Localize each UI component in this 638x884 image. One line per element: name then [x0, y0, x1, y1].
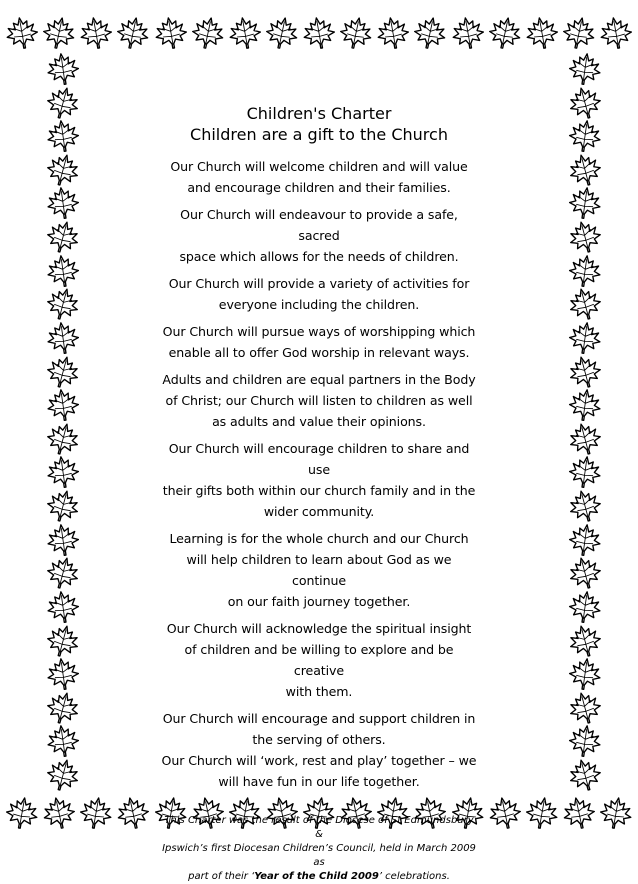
charter-paragraph: Adults and children are equal partners in the Body of Christ; our Church will listen to children as well as adults and value their opinions.: [162, 372, 476, 429]
maple-leaf-icon: [566, 655, 604, 693]
maple-leaf-icon: [299, 13, 338, 52]
maple-leaf-icon: [559, 793, 599, 833]
maple-leaf-icon: [44, 117, 82, 155]
maple-leaf-icon: [522, 793, 561, 832]
maple-leaf-icon: [2, 13, 41, 52]
maple-leaf-icon: [44, 319, 82, 357]
maple-leaf-icon: [39, 13, 79, 53]
maple-leaf-icon: [566, 521, 604, 559]
maple-leaf-icon: [596, 793, 635, 832]
maple-leaf-icon: [596, 13, 635, 52]
charter-content: [160, 104, 478, 884]
maple-leaf-icon: [225, 13, 264, 52]
footnote-text-end: ’ celebrations.: [378, 871, 450, 882]
maple-leaf-icon: [188, 13, 228, 53]
footnote-emphasis: Year of the Child 2009: [254, 871, 379, 882]
page-title: Children's Charter: [246, 104, 392, 123]
maple-leaf-icon: [113, 793, 153, 833]
maple-leaf-icon: [485, 13, 525, 53]
maple-leaf-icon: [44, 722, 82, 760]
maple-leaf-icon: [566, 252, 604, 290]
maple-leaf-icon: [76, 13, 115, 52]
maple-leaf-icon: [113, 13, 153, 53]
maple-leaf-icon: [485, 793, 525, 833]
maple-leaf-icon: [522, 13, 561, 52]
maple-leaf-icon: [564, 754, 606, 796]
maple-leaf-icon: [566, 319, 604, 357]
footnote-text: This Charter was the result of the Diocese of St Edmundsbury & Ipswich’s first Diocesan Children’s Council, held in March 2009 as part of their ‘: [162, 815, 476, 882]
maple-leaf-icon: [44, 50, 82, 88]
maple-leaf-icon: [262, 13, 302, 53]
charter-paragraph: Our Church will acknowledge the spiritual insight of children and be willing to explore and be creative with them.: [166, 621, 472, 699]
charter-paragraph: Learning is for the whole church and our Church will help children to learn about God as we continue on our faith journey together.: [169, 531, 469, 609]
maple-leaf-icon: [559, 13, 599, 53]
maple-leaf-icon: [42, 754, 84, 796]
maple-leaf-icon: [566, 184, 604, 222]
charter-paragraph: Our Church will encourage children to share and use their gifts both within our church family and in the wider community.: [162, 441, 476, 519]
maple-leaf-icon: [566, 453, 604, 491]
maple-leaf-icon: [448, 13, 487, 52]
page-subtitle: Children are a gift to the Church: [190, 125, 448, 144]
charter-paragraph: Our Church will encourage and support children in the serving of others.: [162, 711, 476, 747]
charter-footnote: [160, 814, 478, 884]
charter-paragraph: Our Church will welcome children and will value and encourage children and their families.: [170, 159, 468, 195]
maple-leaf-icon: [151, 13, 190, 52]
maple-leaf-icon: [373, 13, 412, 52]
charter-paragraph: Our Church will pursue ways of worshipping which enable all to offer God worship in relevant ways.: [162, 324, 476, 360]
maple-leaf-icon: [44, 453, 82, 491]
maple-leaf-icon: [39, 793, 79, 833]
charter-paragraph: Our Church will provide a variety of activities for everyone including the children.: [168, 276, 470, 312]
maple-leaf-icon: [2, 793, 41, 832]
maple-leaf-icon: [410, 13, 450, 53]
maple-leaf-icon: [566, 117, 604, 155]
maple-leaf-icon: [336, 13, 376, 53]
maple-leaf-icon: [566, 588, 604, 626]
maple-leaf-icon: [44, 386, 82, 424]
maple-leaf-icon: [566, 386, 604, 424]
charter-paragraph: Our Church will endeavour to provide a safe, sacred space which allows for the needs of children.: [179, 207, 459, 264]
maple-leaf-icon: [44, 655, 82, 693]
maple-leaf-icon: [76, 793, 115, 832]
maple-leaf-icon: [566, 50, 604, 88]
maple-leaf-icon: [44, 184, 82, 222]
maple-leaf-icon: [44, 588, 82, 626]
maple-leaf-icon: [566, 722, 604, 760]
charter-paragraph: Our Church will ‘work, rest and play’ together – we will have fun in our life together.: [161, 753, 477, 789]
